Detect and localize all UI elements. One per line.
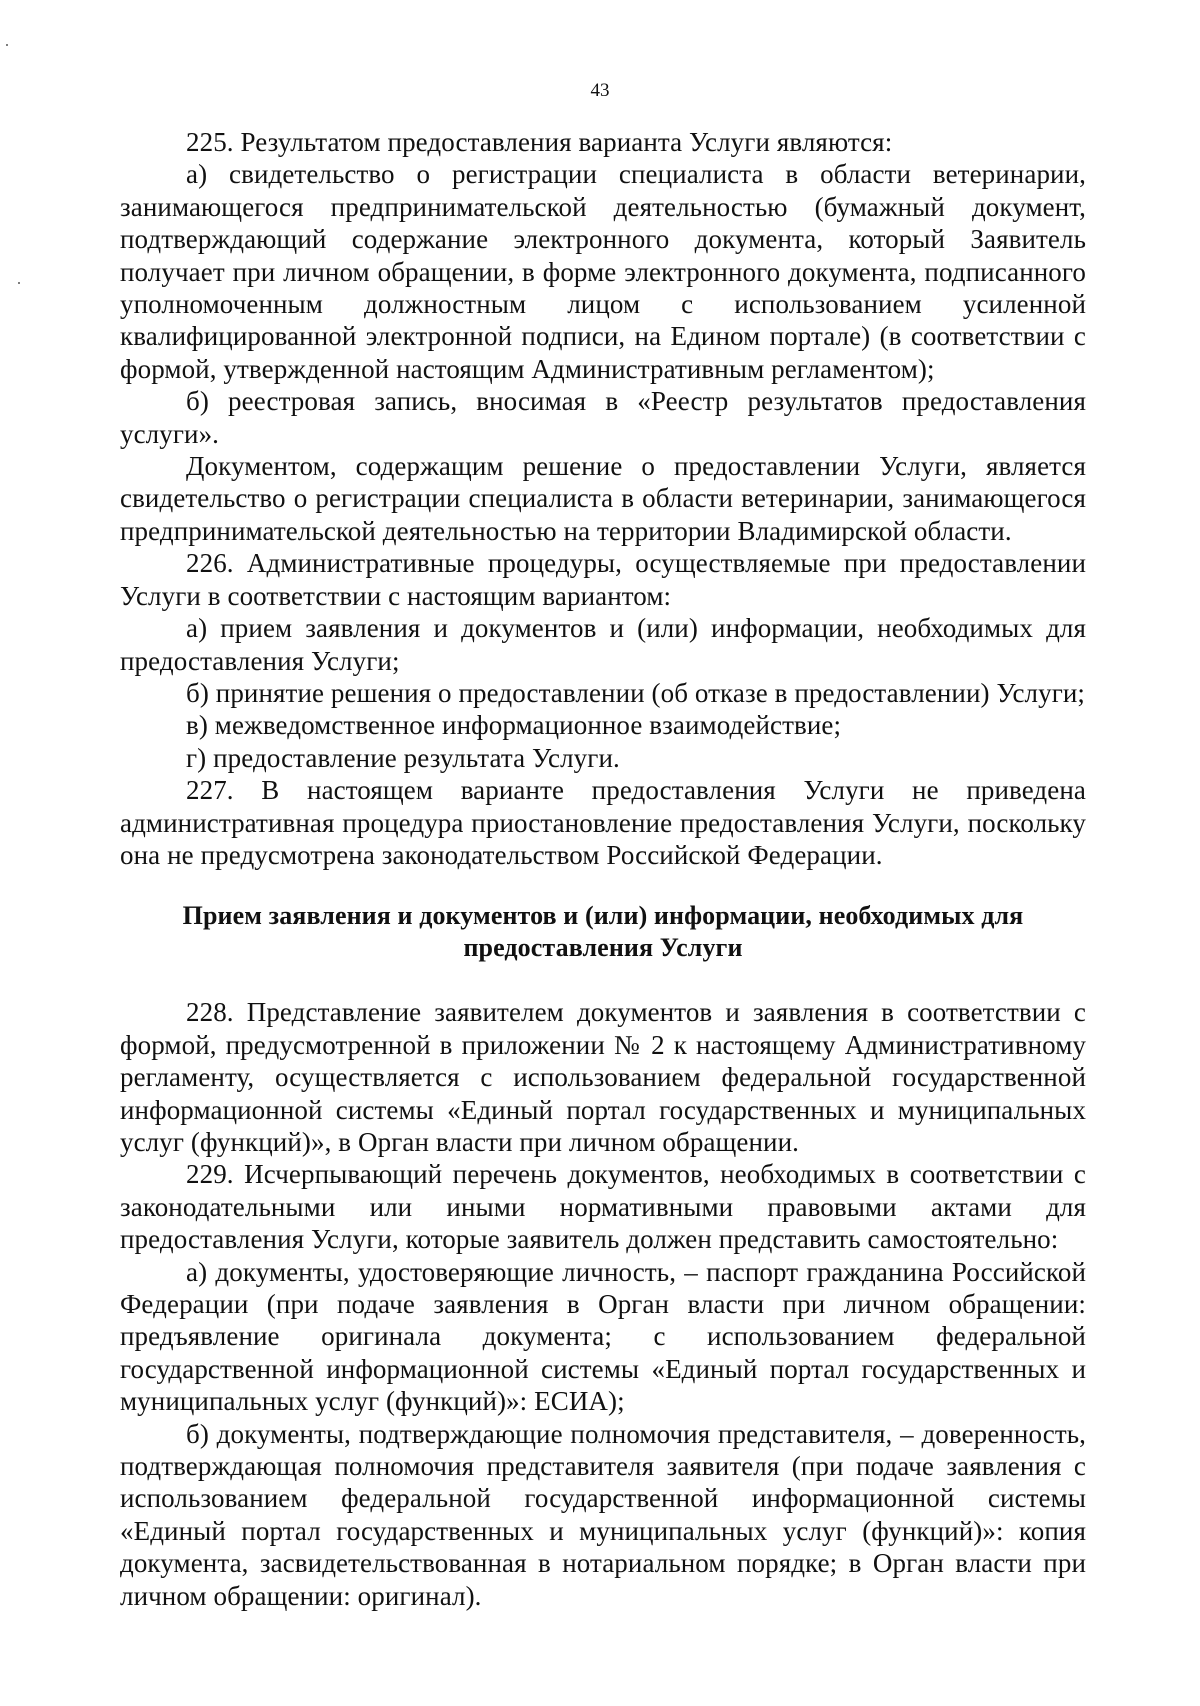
- scan-speck: [6, 44, 8, 46]
- paragraph: 225. Результатом предоставления варианта Услуги являются:: [186, 127, 893, 157]
- page-number: 43: [590, 80, 610, 101]
- paragraph: 229. Исчерпывающий перечень документов, необходимых в соответствии с законодательными или иными нормативными правовыми актами для предоставления Услуги, которые заявитель должен представить самостоятельно:: [120, 1159, 1086, 1255]
- paragraph: 227. В настоящем варианте предоставления Услуги не приведена административная процедура приостановление предоставления Услуги, поскольку она не предусмотрена законодательством Российской Федерации.: [120, 775, 1086, 870]
- paragraph: а) свидетельство о регистрации специалиста в области ветеринарии, занимающегося предпринимательской деятельностью (бумажный документ, подтверждающий содержание электронного документа, который Заявитель получает при личном обращении, в форме электронного документа, подписанного уполномоченным должностным лицом с использованием усиленной квалифицированной электронной подписи, на Едином портале) (в соответствии с формой, утвержденной настоящим Административным регламентом);: [120, 159, 1086, 384]
- paragraph: б) принятие решения о предоставлении (об отказе в предоставлении) Услуги;: [186, 677, 1086, 708]
- paragraph: а) прием заявления и документов и (или) информации, необходимых для предоставления Услуги;: [120, 613, 1086, 676]
- document-body: [120, 126, 1086, 1612]
- paragraph: г) предоставление результата Услуги.: [186, 742, 620, 773]
- paragraph: б) реестровая запись, вносимая в «Реестр результатов предоставления услуги».: [120, 386, 1086, 449]
- paragraph: б) документы, подтверждающие полномочия представителя, – доверенность, подтверждающая полномочия представителя заявителя (при подаче заявления с использованием федеральной государственной информационной системы «Единый портал государственных и муниципальных услуг (функций)»: копия документа, засвидетельствованная в нотариальном порядке; в Орган власти при личном обращении: оригинал).: [120, 1418, 1086, 1611]
- section-heading: Прием заявления и документов и (или) информации, необходимых для предоставления Услуги: [182, 901, 1024, 963]
- paragraph: 226. Административные процедуры, осуществляемые при предоставлении Услуги в соответствии с настоящим вариантом:: [120, 548, 1086, 611]
- paragraph: в) межведомственное информационное взаимодействие;: [186, 710, 842, 741]
- scan-speck: [18, 282, 20, 284]
- paragraph: Документом, содержащим решение о предоставлении Услуги, является свидетельство о регистрации специалиста в области ветеринарии, занимающегося предпринимательской деятельностью на территории Владимирской области.: [120, 451, 1086, 546]
- paragraph: 228. Представление заявителем документов и заявления в соответствии с формой, предусмотренной в приложении № 2 к настоящему Административному регламенту, осуществляется с использованием федеральной государственной информационной системы «Единый портал государственных и муниципальных услуг (функций)», в Орган власти при личном обращении.: [120, 997, 1086, 1157]
- paragraph: а) документы, удостоверяющие личность, – паспорт гражданина Российской Федерации (при подаче заявления в Орган власти при личном обращении: предъявление оригинала документа; с использованием федеральной государственной информационной системы «Единый портал государственных и муниципальных услуг (функций)»: ЕСИА);: [120, 1256, 1086, 1417]
